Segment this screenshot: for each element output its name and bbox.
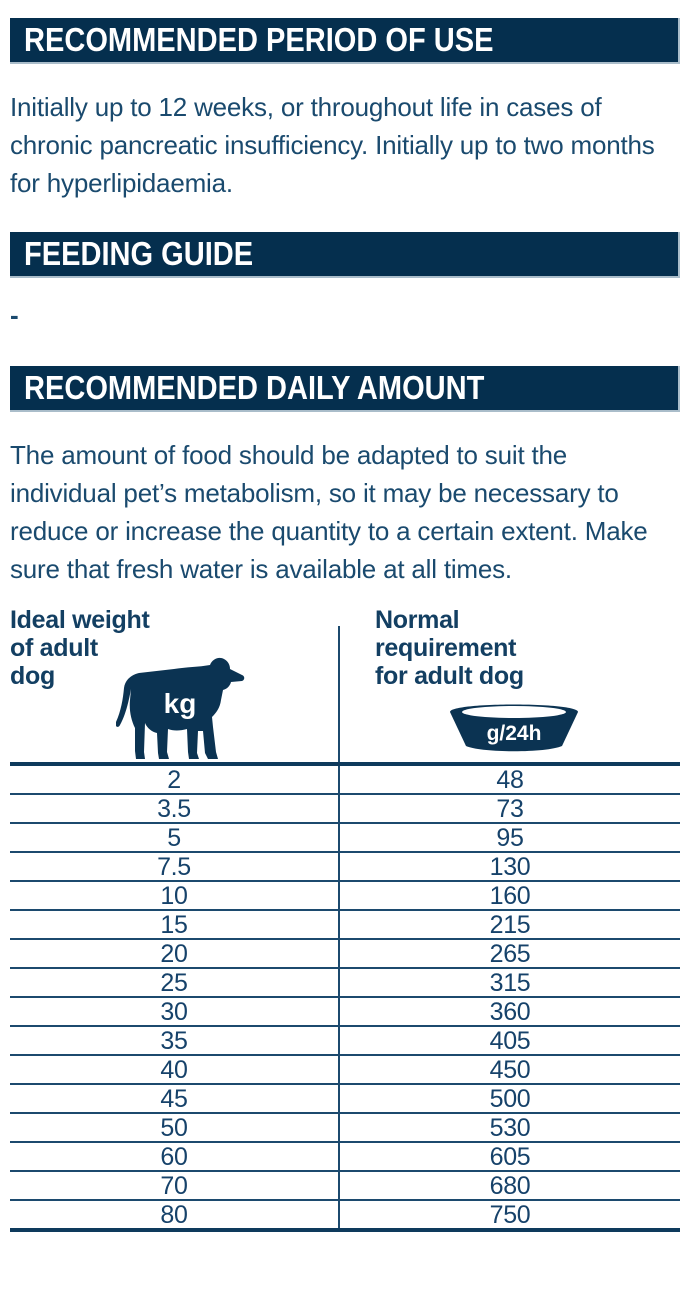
feeding-table-row <box>10 939 680 968</box>
amount-cell: 500 <box>339 1084 680 1113</box>
weight-cell: 35 <box>10 1026 339 1055</box>
amount-cell: 405 <box>339 1026 680 1055</box>
weight-cell: 30 <box>10 997 339 1026</box>
column-header-line: Ideal weight <box>10 606 150 634</box>
weight-cell: 3.5 <box>10 794 339 823</box>
column-header-line: dog <box>10 662 55 690</box>
weight-cell: 70 <box>10 1171 339 1200</box>
column-header-line: Normal <box>375 606 460 634</box>
weight-cell: 5 <box>10 823 339 852</box>
weight-cell: 2 <box>10 764 339 794</box>
g24h-unit-badge: g/24h <box>486 722 542 745</box>
amount-cell: 73 <box>339 794 680 823</box>
weight-cell: 60 <box>10 1142 339 1171</box>
amount-cell: 680 <box>339 1171 680 1200</box>
weight-cell: 50 <box>10 1113 339 1142</box>
feeding-table-body <box>10 764 680 1230</box>
amount-cell: 360 <box>339 997 680 1026</box>
column-header-normal-requirement <box>375 606 524 690</box>
feeding-table-row <box>10 794 680 823</box>
daily-amount-text: The amount of food should be adapted to suit the individual pet’s metabolism, so it may be necessary to reduce or increase the quantity to a certain extent. Make sure that fresh water is available at all times. <box>10 440 648 584</box>
weight-cell: 80 <box>160 1200 188 1229</box>
feeding-table-row <box>10 1200 680 1230</box>
amount-cell: 215 <box>339 910 680 939</box>
feeding-guide-placeholder-text: - <box>10 300 19 330</box>
amount-cell: 750 <box>339 1200 680 1230</box>
section-header-period-of-use <box>10 18 680 64</box>
section-title-daily-amount: RECOMMENDED DAILY AMOUNT <box>24 369 485 406</box>
column-divider <box>338 626 340 762</box>
feeding-table-row <box>10 764 680 794</box>
bowl-icon <box>448 696 580 756</box>
feeding-table-row <box>10 997 680 1026</box>
amount-cell: 48 <box>339 764 680 794</box>
amount-cell: 130 <box>339 852 680 881</box>
amount-cell: 95 <box>339 823 680 852</box>
section-feeding-guide <box>10 232 680 334</box>
amount-cell: 160 <box>339 881 680 910</box>
period-of-use-text: Initially up to 12 weeks, or throughout life in cases of chronic pancreatic insufficiency. Initially up to two months for hyperlipidaemia. <box>10 92 655 198</box>
weight-cell: 10 <box>10 881 339 910</box>
column-header-line: of adult <box>10 634 98 662</box>
amount-cell: 530 <box>339 1113 680 1142</box>
dog-icon <box>116 656 248 760</box>
feeding-table-row <box>10 1084 680 1113</box>
feeding-table <box>10 762 680 1232</box>
amount-cell: 265 <box>339 939 680 968</box>
column-header-line: requirement <box>375 634 517 662</box>
section-period-of-use <box>10 18 680 202</box>
section-header-feeding-guide <box>10 232 680 278</box>
amount-cell: 605 <box>339 1142 680 1171</box>
weight-cell: 40 <box>10 1055 339 1084</box>
section-title-period-of-use: RECOMMENDED PERIOD OF USE <box>24 21 494 58</box>
section-header-daily-amount <box>10 366 680 412</box>
feeding-table-row <box>10 1113 680 1142</box>
kg-unit-badge: kg <box>163 688 197 719</box>
amount-cell: 315 <box>339 968 680 997</box>
column-header-line: for adult dog <box>375 662 524 690</box>
feeding-table-row <box>10 1171 680 1200</box>
feeding-table-row <box>10 910 680 939</box>
section-daily-amount <box>10 366 680 1232</box>
feeding-table-row <box>10 823 680 852</box>
feeding-table-row <box>10 968 680 997</box>
weight-cell: 25 <box>10 968 339 997</box>
feeding-table-row <box>10 1142 680 1171</box>
feeding-table-row <box>10 881 680 910</box>
weight-cell: 20 <box>10 939 339 968</box>
amount-cell: 450 <box>339 1055 680 1084</box>
weight-cell: 7.5 <box>10 852 339 881</box>
section-title-feeding-guide: FEEDING GUIDE <box>24 235 254 272</box>
feeding-table-header <box>10 604 680 762</box>
feeding-table-row <box>10 1026 680 1055</box>
weight-cell: 45 <box>10 1084 339 1113</box>
feeding-table-row <box>10 1055 680 1084</box>
feeding-table-row <box>10 852 680 881</box>
weight-cell: 15 <box>10 910 339 939</box>
